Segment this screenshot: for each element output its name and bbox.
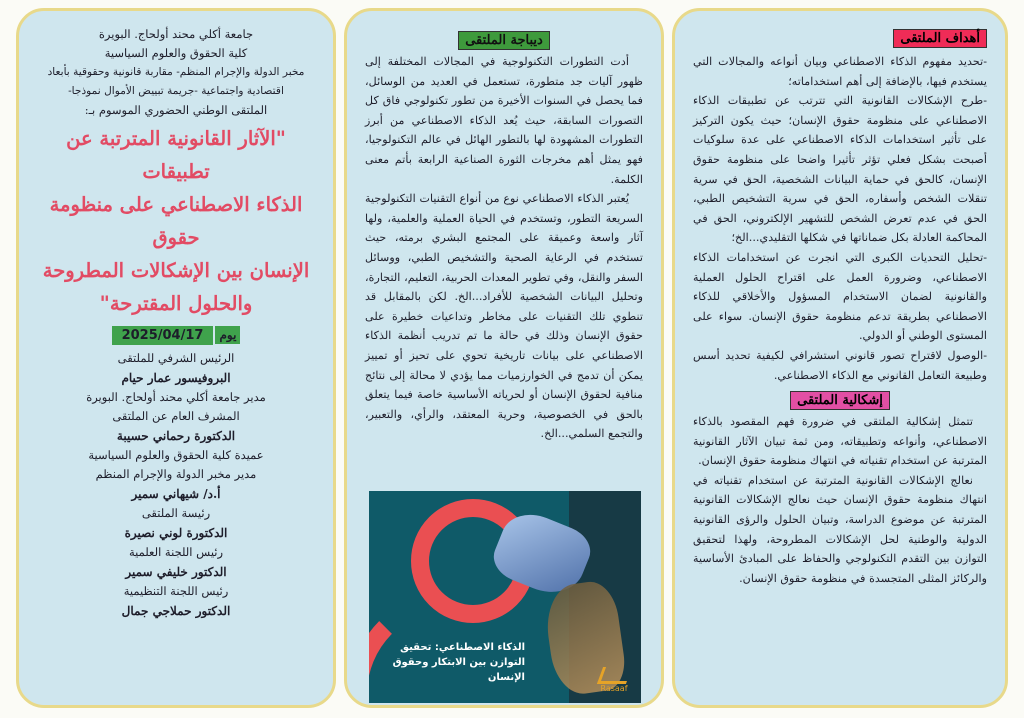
preamble-paragraph-1: أدت التطورات التكنولوجية في المجالات المختلفة إلى ظهور آليات جد متطورة، تستعمل في العديد من الوسائل، فما يحصل في السنوات الأخيرة من تطور تكنولوجي فاق كل التصورات السابقة، حيث يُعد الذكاء الاصطناعي من أبرز التطورات المشهودة لها بالتطور الهائل في عالم التكنولوجيا، فهو يمثل أهم مخرجات الثورة الصناعية الرابعة بأتم معنى الكلمة.	[365, 55, 643, 186]
rasaaf-logo-icon	[597, 667, 631, 693]
event-title-line-3: الإنسان بين الإشكالات المطروحة	[42, 259, 310, 282]
general-supervisor-role-2: مدير مخبر الدولة والإجرام المنظم	[95, 467, 257, 481]
event-title-line-1: "الآثار القانونية المترتبة عن تطبيقات	[66, 127, 286, 183]
goal-2: -طرح الإشكالات القانونية التي تترتب عن تطبيقات الذكاء الاصطناعي على منظومة حقوق الإنسان؛ حيث يكون التركيز على تأثير استخدامات الذكاء الاصطناعي على عدة سلوكيات أصبحت بشكل فعلي تؤثر تأثيرا واضحا على منظومة حقوق الإنسان، كالحق في حماية البيانات الشخصية، الحق في سرية تنقلات الشخص وأسفاره، الحق في سرية التشخيص الطبي، الحق في عدم تعرض الشخص للتشهير الإلكتروني، الحق في المحاكمة العادلة بكل ضماناتها في شكلها التقليدي...الخ؛	[693, 94, 987, 245]
logo-text: Rasaaf	[600, 684, 628, 693]
organizing-committee-head-name: الدكتور خليفي سمير	[125, 565, 227, 579]
scientific-committee-head-role: رئيس اللجنة العلمية	[128, 545, 224, 559]
general-supervisor-title: المشرف العام عن الملتقى	[112, 409, 240, 423]
lab-line-1: مخبر الدولة والإجرام المنظم- مقاربة قانونية وحقوقية بأبعاد	[47, 66, 305, 78]
event-intro: الملتقى الوطني الحضوري الموسوم بـ:	[84, 103, 268, 117]
event-date-row	[37, 326, 315, 345]
event-title-line-2: الذكاء الاصطناعي على منظومة حقوق	[49, 193, 303, 249]
preamble-paragraph-2: يُعتبر الذكاء الاصطناعي نوع من أنواع التقنيات التكنولوجية السريعة التطور، وتستخدم في الحياة العملية والعلمية، ولها آثار واسعة وعميقة على المجتمع البشري برمته، حيث تستخدم في الرعاية الصحية والتشخيص الطبي، ووسائل السفر والنقل، وفي تطوير المعدات الحربية، التعليم، التجارة، وتحليل البيانات الشخصية للأفراد...الخ. لكن بالمقابل قد تنطوي تلك التقنيات على مخاطر وتداعيات خطيرة على حقوق الإنسان وذلك في حالة ما تم تدريب أنظمة الذكاء الاصطناعي على بيانات تاريخية تحوي على تحيز أو تمييز يمكن أن تدمج في الخوارزميات مما يؤدي لا محالة إلى نتائج منافية لحقوق الإنسان أو لحرياته الأساسية خاصة فيما يتعلق بالحق في الخصوصية، وحرية المعتقد، والرأي، والتعبير، والتجمع السلمي...الخ.	[365, 192, 643, 441]
left-panel	[16, 8, 336, 708]
honorary-president-role: مدير جامعة أكلي محند أولحاج. البويرة	[86, 390, 266, 404]
event-title	[37, 122, 315, 320]
goal-3: -تحليل التحديات الكبرى التي انجرت عن استخدامات الذكاء الاصطناعي، وضرورة العمل على اقتراح الحلول العملية والقانونية لضمان الاستخدام المسؤول والأخلاقي للذكاء الاصطناعي بطريقة تدعم منظومة حقوق الإنسان. سواء على المستوى الوطني أو الدولي.	[693, 250, 987, 343]
event-title-line-4: والحلول المقترحة"	[99, 292, 253, 315]
problem-heading-wrap	[693, 389, 987, 410]
problem-paragraph-2: نعالج الإشكالات القانونية المترتبة عن استخدام تقنياته في انتهاك منظومة حقوق الإنسان حيث نعالج الإشكالات القانونية المترتبة عن موضوع الدراسة، وتبيان الحلول والرؤى القانونية الدولية والوطنية لحل الإشكالات المطروحة، ولهذا لتحقيق التوازن بين التقدم التكنولوجي والحفاظ على المبادئ الأساسية والركائز المثلى المتجسدة في منظومة حقوق الإنسان.	[693, 473, 987, 585]
lab-line-2: اقتصادية واجتماعية -جريمة تبييض الأموال نموذجا-	[68, 85, 284, 97]
honorary-president-title: الرئيس الشرفي للملتقى	[117, 351, 235, 365]
faculty-name: كلية الحقوق والعلوم السياسية	[104, 46, 248, 60]
honorary-president-name: البروفيسور عمار حيام	[121, 371, 231, 385]
preamble-heading: ديباجة الملتقى	[458, 31, 550, 50]
promo-caption: الذكاء الاصطناعي: تحقيق التوازن بين الابتكار وحقوق الإنسان	[392, 642, 525, 683]
right-panel	[672, 8, 1008, 708]
goals-heading: أهداف الملتقى	[893, 29, 987, 48]
event-date: 2025/04/17	[112, 326, 214, 345]
preamble-heading-wrap	[365, 29, 643, 50]
logo-mark-icon	[596, 667, 631, 684]
goal-1: -تحديد مفهوم الذكاء الاصطناعي وبيان أنواعه والمجالات التي يستخدم فيها، بالإضافة إلى أهم استخداماته؛	[693, 55, 987, 88]
scientific-committee-head-name: الدكتورة لوني نصيرة	[124, 526, 228, 540]
organizing-committee-head-role: رئيس اللجنة التنظيمية	[123, 584, 229, 598]
goals-heading-wrap	[693, 27, 987, 48]
general-supervisor-name: الدكتورة رحماني حسيبة	[116, 429, 236, 443]
middle-panel	[344, 8, 664, 708]
promo-image	[369, 491, 641, 703]
chair-name: أ.د/ شيهاني سمير	[131, 487, 221, 501]
general-supervisor-role-1: عميدة كلية الحقوق والعلوم السياسية	[88, 448, 264, 462]
problem-paragraph-1: تتمثل إشكالية الملتقى في ضرورة فهم المقصود بالذكاء الاصطناعي، وأنواعه وتطبيقاته، ومن ثمة تبيان الآثار القانونية المترتبة عن استخدام تقنياته في انتهاك منظومة حقوق الإنسان.	[693, 415, 987, 468]
university-name: جامعة أكلي محند أولحاج. البويرة	[98, 27, 254, 41]
last-member-name: الدكتور حملاجي جمال	[121, 604, 231, 618]
chair-role: رئيسة الملتقى	[141, 506, 211, 520]
day-label: يوم	[215, 326, 240, 344]
problem-heading: إشكالية الملتقى	[790, 391, 890, 410]
goal-4: -الوصول لاقتراح تصور قانوني استشرافي لكيفية تحديد أسس وطبيعة التعامل القانوني مع الذكاء الاصطناعي.	[693, 348, 987, 382]
